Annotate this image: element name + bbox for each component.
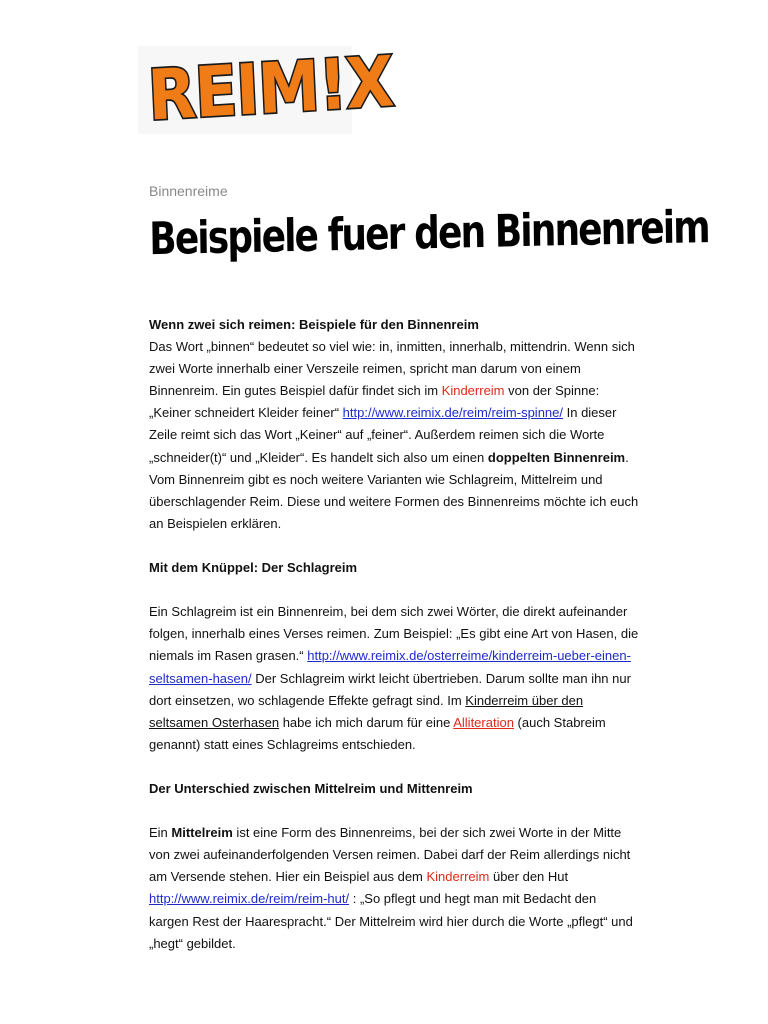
spacer bbox=[149, 756, 639, 778]
kinderreim-highlight: Kinderreim bbox=[426, 869, 490, 885]
section-heading-schlagreim: Mit dem Knüppel: Der Schlagreim bbox=[149, 560, 358, 576]
bold-doppelter-binnenreim: doppelten Binnenreim bbox=[487, 449, 626, 465]
link-kinderreim-osterhasen[interactable]: Kinderreim über den seltsamen Osterhasen bbox=[149, 692, 584, 730]
logo-text: REIM!X bbox=[146, 40, 395, 137]
spacer bbox=[149, 579, 639, 601]
bold-mittelreim: Mittelreim bbox=[171, 825, 233, 841]
paragraph-schlagreim: Ein Schlagreim ist ein Binnenreim, bei dem sich zwei Wörter, die direkt aufeinander folgen, innerhalb eines Verses reimen. Zum Beispiel: „Es gibt eine Art von Hasen, die niemals im Rasen grasen.“ http://www.reimix.de/osterreime/kinderreim-ueber-einen-seltsamen-hasen/ Der Schlagreim wirkt leicht übertrieben. Darum sollte man ihn nur dort einsetzen, wo schlagende Effekte gefragt sind. Im Kinderreim über den seltsamen Osterhasen habe ich mich darum für eine Alliteration (auch Stabreim genannt) statt eines Schlagreims entschieden. bbox=[149, 604, 639, 752]
category-label: Binnenreime bbox=[149, 183, 228, 199]
spacer bbox=[149, 535, 639, 557]
section-heading-binnenreim: Wenn zwei sich reimen: Beispiele für den Binnenreim bbox=[149, 317, 479, 332]
reimix-logo bbox=[138, 40, 395, 137]
kinderreim-highlight: Kinderreim bbox=[441, 383, 505, 399]
page-title: Beispiele fuer den Binnenreim bbox=[149, 201, 710, 266]
spacer bbox=[149, 800, 639, 822]
paragraph-binnenreim: Das Wort „binnen“ bedeutet so viel wie: in, inmitten, innerhalb, mittendrin. Wenn sich zwei Worte innerhalb einer Verszeile reimen, spricht man darum von einem Binnenreim. Ein gutes Beispiel dafür findet sich im Kinderreim von der Spinne: „Keiner schneidert Kleider feiner“ http://www.reimix.de/reim/reim-spinne/ In dieser Zeile reimt sich das Wort „Keiner“ auf „feiner“. Außerdem reimen sich die Worte „schneider(t)“ und „Kleider“. Es handelt sich also um einen doppelten Binnenreim. Vom Binnenreim gibt es noch weitere Varianten wie Schlagreim, Mittelreim und überschlagender Reim. Diese und weitere Formen des Binnenreims möchte ich euch an Beispielen erklären. bbox=[149, 339, 639, 531]
link-reim-hut[interactable]: http://www.reimix.de/reim/reim-hut/ bbox=[149, 891, 350, 907]
link-alliteration[interactable]: Alliteration bbox=[453, 714, 514, 730]
link-osterhasen[interactable]: http://www.reimix.de/osterreime/kinderreim-ueber-einen-seltsamen-hasen/ bbox=[149, 648, 631, 686]
paragraph-mittelreim: Ein Mittelreim ist eine Form des Binnenreims, bei der sich zwei Worte in der Mitte von zwei aufeinanderfolgenden Versen reimen. Dabei darf der Reim allerdings nicht am Versende stehen. Hier ein Beispiel aus dem Kinderreim über den Hut http://www.reimix.de/reim/reim-hut/ : „So pflegt und hegt man mit Bedacht den kargen Rest der Haarespracht.“ Der Mittelreim wird hier durch die Worte „pflegt“ und „hegt“ gebildet. bbox=[149, 825, 633, 951]
article-body bbox=[149, 314, 639, 955]
link-reim-spinne[interactable]: http://www.reimix.de/reim/reim-spinne/ bbox=[342, 405, 563, 421]
section-heading-mittelreim: Der Unterschied zwischen Mittelreim und Mittenreim bbox=[149, 780, 473, 796]
